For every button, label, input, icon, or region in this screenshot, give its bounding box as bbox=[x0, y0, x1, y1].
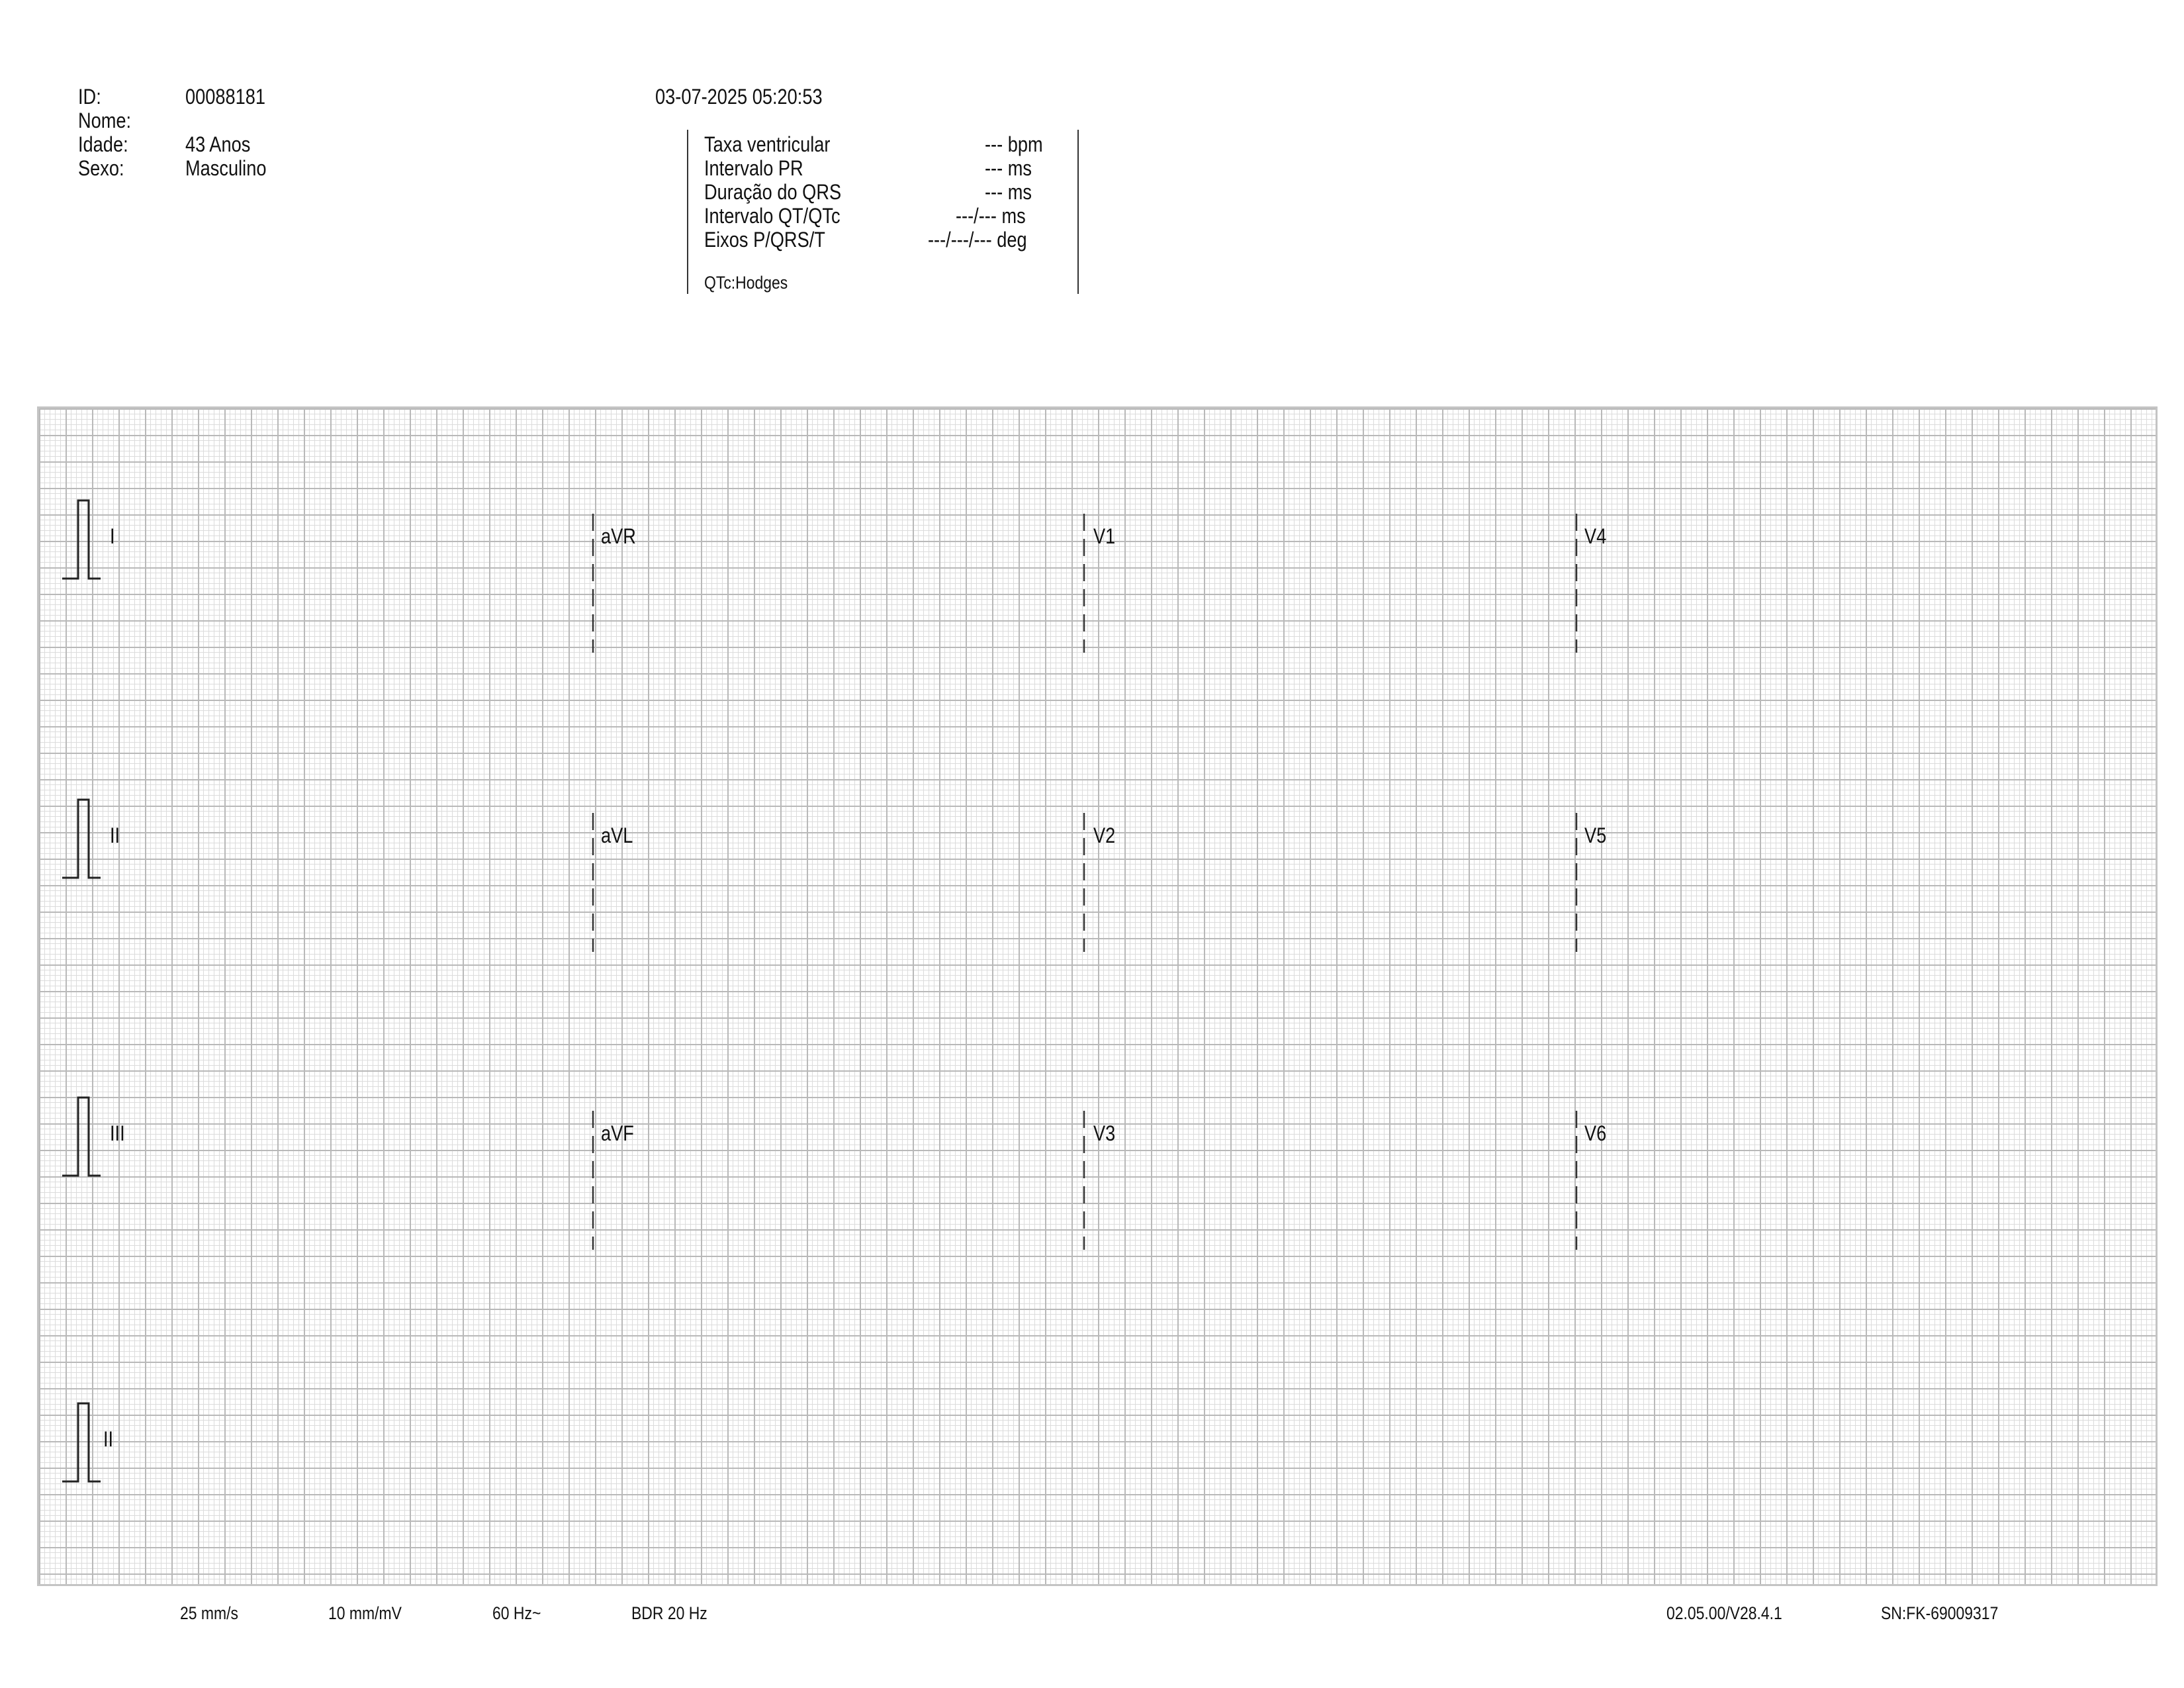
gain-setting: 10 mm/mV bbox=[328, 1603, 402, 1623]
measurement-value: ---/---/--- deg bbox=[928, 228, 1027, 252]
patient-sex-value: Masculino bbox=[185, 156, 267, 180]
calibration-pulse bbox=[62, 1098, 101, 1176]
measurement-label: Intervalo QT/QTc bbox=[704, 204, 841, 228]
lead-label-iii: III bbox=[110, 1121, 125, 1145]
lead-label-v5: V5 bbox=[1584, 823, 1607, 847]
measurement-value: --- ms bbox=[985, 180, 1032, 204]
device-serial: SN:FK-69009317 bbox=[1881, 1603, 1999, 1623]
measurement-value: --- bpm bbox=[985, 132, 1043, 156]
lead-label-i: I bbox=[110, 524, 115, 548]
lead-label-avl: aVL bbox=[601, 823, 633, 847]
patient-age-label: Idade: bbox=[78, 132, 128, 156]
lead-label-avf: aVF bbox=[601, 1121, 634, 1145]
calibration-pulse bbox=[62, 800, 101, 878]
qtc-method: QTc:Hodges bbox=[704, 273, 788, 293]
software-version: 02.05.00/V28.4.1 bbox=[1666, 1603, 1782, 1623]
measurement-value: ---/--- ms bbox=[956, 204, 1026, 228]
measurement-label: Intervalo PR bbox=[704, 156, 803, 180]
measurement-label: Eixos P/QRS/T bbox=[704, 228, 825, 252]
patient-sex-label: Sexo: bbox=[78, 156, 124, 180]
lead-label-avr: aVR bbox=[601, 524, 636, 548]
measurement-label: Taxa ventricular bbox=[704, 132, 831, 156]
measurement-value: --- ms bbox=[985, 156, 1032, 180]
lead-label-ii: II bbox=[110, 823, 120, 847]
recording-datetime: 03-07-2025 05:20:53 bbox=[655, 85, 823, 109]
patient-id-value: 00088181 bbox=[185, 85, 266, 109]
patient-id-label: ID: bbox=[78, 85, 101, 109]
patient-name-label: Nome: bbox=[78, 109, 132, 132]
lead-label-v1: V1 bbox=[1093, 524, 1116, 548]
lead-label-rhythm-ii: II bbox=[103, 1427, 114, 1451]
lead-label-v3: V3 bbox=[1093, 1121, 1116, 1145]
baseline-filter: BDR 20 Hz bbox=[631, 1603, 707, 1623]
calibration-pulse bbox=[62, 1403, 101, 1481]
lead-label-v2: V2 bbox=[1093, 823, 1116, 847]
patient-age-value: 43 Anos bbox=[185, 132, 251, 156]
paper-speed: 25 mm/s bbox=[180, 1603, 239, 1623]
lead-label-v6: V6 bbox=[1584, 1121, 1607, 1145]
mains-filter: 60 Hz~ bbox=[492, 1603, 541, 1623]
calibration-pulse bbox=[62, 500, 101, 579]
measurement-label: Duração do QRS bbox=[704, 180, 842, 204]
lead-label-v4: V4 bbox=[1584, 524, 1607, 548]
